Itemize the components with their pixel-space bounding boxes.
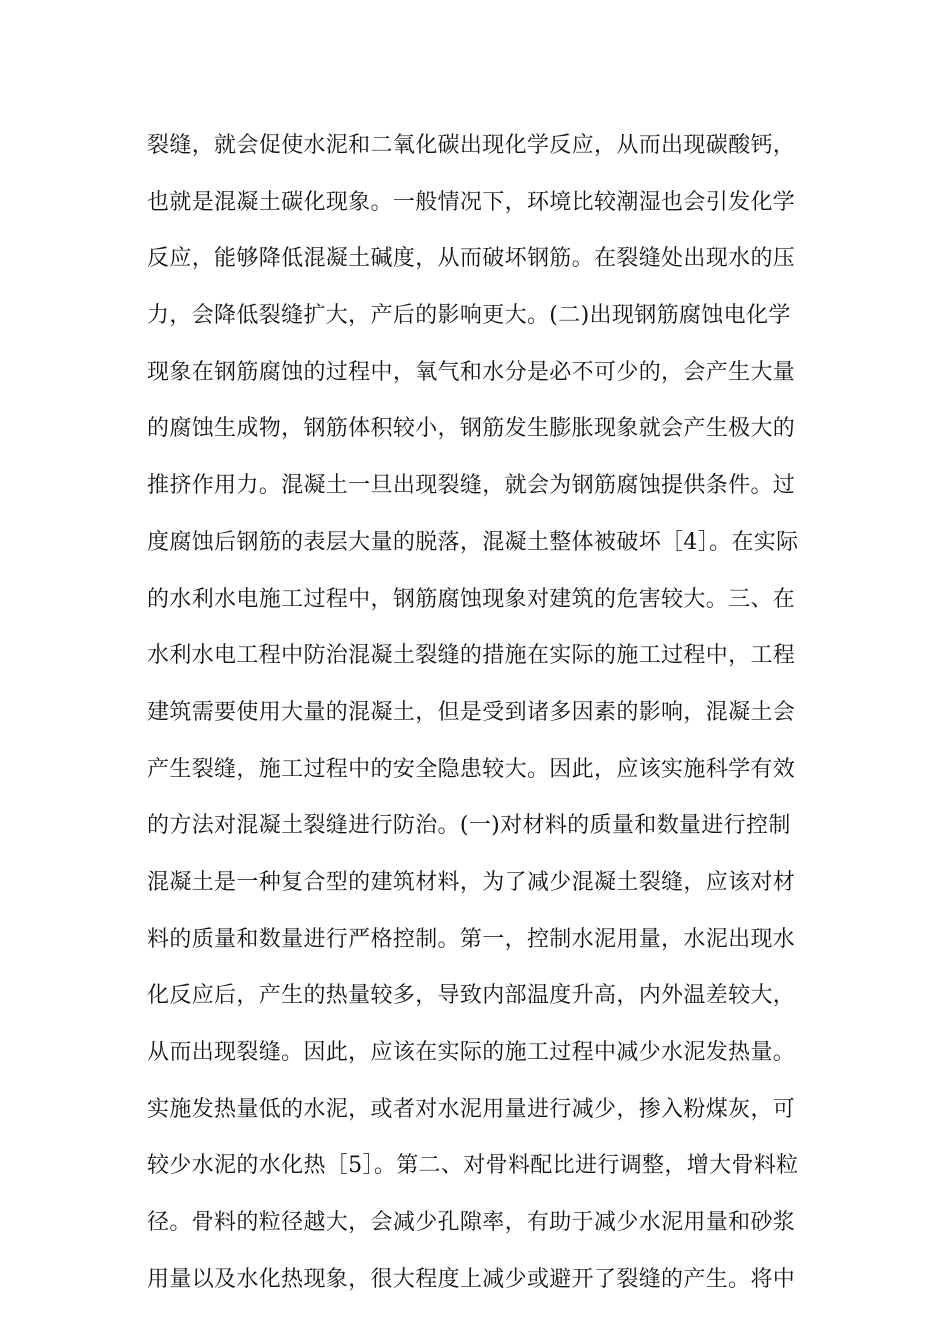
text-line: 用量以及水化热现象，很大程度上减少或避开了裂缝的产生。将中 [147, 1266, 796, 1292]
body-text [147, 118, 827, 1308]
text-line: 实施发热量低的水泥，或者对水泥用量进行减少，掺入粉煤灰，可 [147, 1096, 796, 1122]
text-line: 的方法对混凝土裂缝进行防治。(一)对材料的质量和数量进行控制 [147, 813, 791, 839]
text-line: 混凝土是一种复合型的建筑材料，为了减少混凝土裂缝，应该对材 [147, 869, 796, 895]
text-line: 化反应后，产生的热量较多，导致内部温度升高，内外温差较大， [147, 983, 796, 1009]
text-line: 从而出现裂缝。因此，应该在实际的施工过程中减少水泥发热量。 [147, 1040, 796, 1065]
text-line: 建筑需要使用大量的混凝土，但是受到诸多因素的影响，混凝土会 [147, 699, 796, 725]
text-line: 的腐蚀生成物，钢筋体积较小，钢筋发生膨胀现象就会产生极大的 [147, 416, 796, 442]
text-line: 水利水电工程中防治混凝土裂缝的措施在实际的施工过程中，工程 [147, 643, 796, 669]
text-line: 较少水泥的水化热［5］。第二、对骨料配比进行调整，增大骨料粒 [147, 1153, 799, 1179]
text-line: 反应，能够降低混凝土碱度，从而破坏钢筋。在裂缝处出现水的压 [147, 246, 796, 272]
text-line: 也就是混凝土碳化现象。一般情况下，环境比较潮湿也会引发化学 [147, 189, 796, 215]
text-line: 度腐蚀后钢筋的表层大量的脱落，混凝土整体被破坏［4］。在实际 [147, 529, 799, 555]
text-line: 的水利水电施工过程中，钢筋腐蚀现象对建筑的危害较大。三、在 [147, 586, 796, 612]
text-line: 裂缝，就会促使水泥和二氧化碳出现化学反应，从而出现碳酸钙， [147, 133, 796, 158]
text-line: 推挤作用力。混凝土一旦出现裂缝，就会为钢筋腐蚀提供条件。过 [147, 473, 796, 499]
text-line: 径。骨料的粒径越大，会减少孔隙率，有助于减少水泥用量和砂浆 [147, 1210, 796, 1236]
text-line: 产生裂缝，施工过程中的安全隐患较大。因此，应该实施科学有效 [147, 756, 796, 782]
text-line: 料的质量和数量进行严格控制。第一，控制水泥用量，水泥出现水 [147, 926, 796, 952]
text-line: 现象在钢筋腐蚀的过程中，氧气和水分是必不可少的，会产生大量 [147, 359, 796, 385]
text-line: 力，会降低裂缝扩大，产后的影响更大。(二)出现钢筋腐蚀电化学 [147, 303, 791, 329]
